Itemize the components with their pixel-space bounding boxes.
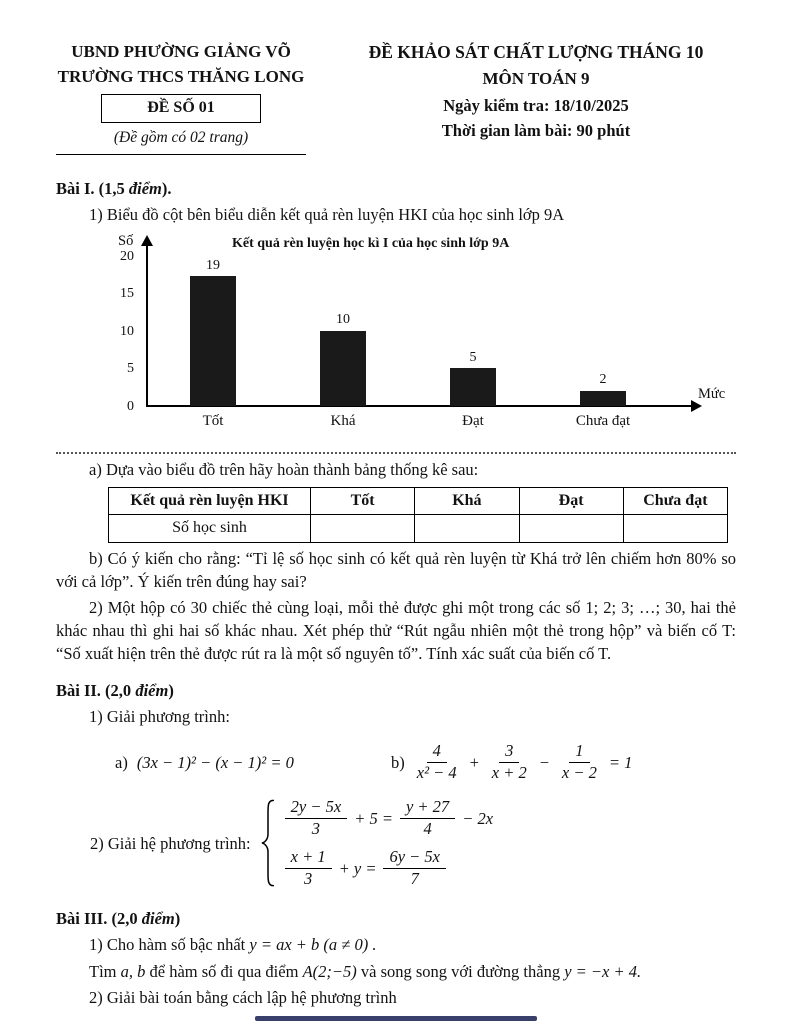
section1-item1: 1) Biểu đồ cột bên biểu diễn kết quả rèn luyện HKI của học sinh lớp 9A xyxy=(89,204,565,224)
school-name: TRƯỜNG THCS THĂNG LONG xyxy=(57,66,305,86)
section1-title-text: Bài I. (1,5 xyxy=(56,178,129,198)
section1-title-em: điểm xyxy=(128,178,162,198)
bar-category-label: Đạt xyxy=(462,412,484,429)
bar-category-label: Khá xyxy=(330,412,356,429)
fraction-2-denominator: x + 2 xyxy=(491,763,527,783)
fraction-1-denominator: x² − 4 xyxy=(416,763,457,783)
section3-item2: 2) Giải bài toán bằng cách lập hệ phương trình xyxy=(89,987,397,1007)
system-label: 2) Giải hệ phương trình: xyxy=(90,833,251,853)
section3-item1 xyxy=(56,933,736,956)
stats-header-cell: Tốt xyxy=(311,487,415,514)
exam-code-box xyxy=(101,94,261,123)
bar-column xyxy=(446,256,500,429)
section2-item1: 1) Giải phương trình: xyxy=(89,707,230,727)
section3-item1b xyxy=(56,960,736,983)
bar-category-label: Tốt xyxy=(202,412,224,429)
y-tick-label: 0 xyxy=(127,398,134,414)
section3-item1-math: y = ax + b (a ≠ 0) . xyxy=(249,935,377,955)
section1-item2: 2) Một hộp có 30 chiếc thẻ cùng loại, mỗi thẻ được ghi một trong các số 1; 2; 3; …; 30, hai thẻ khác nhau thì ghi hai số khác nhau. Xét phép thử “Rút ngẫu nhiên một thẻ trong hộp” và biến cố T: “Số xuất hiện trên thẻ được rút ra là một số nguyên tố”. Tính xác suất của biến cố T. xyxy=(56,597,736,664)
bar-chart xyxy=(84,234,746,440)
chart-wrapper xyxy=(56,234,736,454)
bar-value-label: 2 xyxy=(599,372,607,388)
sys2-fraction-2-denominator: 7 xyxy=(410,868,419,888)
header-right xyxy=(336,40,736,142)
bar xyxy=(190,276,236,405)
section2-title-em: điểm xyxy=(135,681,169,701)
equation-a-expression: (3x − 1)² − (x − 1)² = 0 xyxy=(136,753,294,773)
y-tick-label: 15 xyxy=(120,286,134,302)
stats-empty-cell xyxy=(519,515,623,542)
sys1-fraction-2-numerator: y + 27 xyxy=(400,798,455,819)
bar-value-label: 19 xyxy=(206,257,220,273)
x-axis-label: Mức xyxy=(698,385,726,402)
exam-duration: Thời gian làm bài: 90 phút xyxy=(441,121,631,141)
operator-minus: − xyxy=(538,753,550,773)
section1-title xyxy=(56,177,736,200)
y-axis-ticks xyxy=(100,248,142,414)
y-tick-label: 5 xyxy=(127,361,134,377)
system-equation-1 xyxy=(285,798,493,839)
section3-title xyxy=(56,907,736,930)
section3-title-text: Bài III. (2,0 xyxy=(56,909,142,929)
bar-category-label: Chưa đạt xyxy=(575,412,631,429)
section3-title-post: ) xyxy=(174,909,181,929)
stats-row-label: Số học sinh xyxy=(109,515,311,542)
section3-item1b-vars: a, b xyxy=(120,961,146,981)
stats-table-data-row xyxy=(109,515,728,542)
section1-title-post: ). xyxy=(161,178,172,198)
equation-b-label: b) xyxy=(391,753,405,773)
bar-value-label: 10 xyxy=(336,312,350,328)
sys2-middle: + y = xyxy=(338,858,377,878)
sys2-fraction-1-numerator: x + 1 xyxy=(285,848,332,869)
fraction-1-numerator: 4 xyxy=(427,742,447,763)
equations-row xyxy=(56,742,736,783)
fraction-2-numerator: 3 xyxy=(499,742,519,763)
equation-b-rhs: = 1 xyxy=(608,753,633,773)
section3-item1b-text1: Tìm xyxy=(89,961,121,981)
section2-title-post: ) xyxy=(168,681,174,701)
plot-area xyxy=(148,256,668,429)
section3-item1b-line-equation: y = −x + 4. xyxy=(564,961,642,981)
fraction-3-denominator: x − 2 xyxy=(561,763,597,783)
sys2-fraction-1 xyxy=(285,848,332,889)
fraction-3-numerator: 1 xyxy=(569,742,589,763)
bar xyxy=(450,368,496,406)
stats-empty-cell xyxy=(311,515,415,542)
chart-title: Kết quả rèn luyện học kì I của học sinh lớp 9A xyxy=(232,235,510,251)
bar-column xyxy=(316,256,370,429)
section2-title-text: Bài II. (2,0 xyxy=(56,681,136,701)
section2-title xyxy=(56,679,736,702)
y-axis-arrow xyxy=(141,235,153,246)
section3-title-em: điểm xyxy=(141,909,175,929)
bar-value-label: 5 xyxy=(469,349,477,365)
org-name: UBND PHƯỜNG GIẢNG VÕ xyxy=(71,42,291,61)
sys1-fraction-1-denominator: 3 xyxy=(311,818,321,838)
stats-empty-cell xyxy=(623,515,727,542)
sys2-fraction-1-denominator: 3 xyxy=(304,868,313,888)
sys1-fraction-1 xyxy=(285,798,348,839)
system-block xyxy=(56,793,736,893)
bar-column xyxy=(186,256,240,429)
stats-header-cell: Khá xyxy=(415,487,519,514)
operator-plus: + xyxy=(468,753,480,773)
exam-code: ĐỀ SỐ 01 xyxy=(147,98,215,116)
sys2-fraction-2 xyxy=(383,848,446,889)
y-tick-label: 10 xyxy=(120,323,134,339)
section1-item-a: a) Dựa vào biểu đồ trên hãy hoàn thành bảng thống kê sau: xyxy=(89,459,479,479)
stats-table xyxy=(108,487,728,543)
equation-a-label: a) xyxy=(115,753,128,773)
exam-header xyxy=(56,40,736,155)
bar xyxy=(320,331,366,406)
stats-empty-cell xyxy=(415,515,519,542)
sys2-fraction-2-numerator: 6y − 5x xyxy=(383,848,446,869)
section1-item-b: b) Có ý kiến cho rằng: “Tỉ lệ số học sinh có kết quả rèn luyện từ Khá trở lên chiếm hơn 80% so với cả lớp”. Ý kiến trên đúng hay sai? xyxy=(56,548,736,591)
section3-item1b-text3: và song song với đường thẳng xyxy=(356,961,565,981)
system-equations xyxy=(285,798,493,889)
exam-title: ĐỀ KHẢO SÁT CHẤT LƯỢNG THÁNG 10 xyxy=(368,42,704,62)
bar-column xyxy=(575,256,631,429)
sys1-tail: − 2x xyxy=(462,808,494,828)
header-left xyxy=(56,40,306,155)
system-equation-2 xyxy=(285,848,493,889)
section3-item1-text: 1) Cho hàm số bậc nhất xyxy=(89,935,250,955)
y-tick-label: 20 xyxy=(120,248,134,264)
sys1-fraction-1-numerator: 2y − 5x xyxy=(285,798,348,819)
subject-title: MÔN TOÁN 9 xyxy=(482,68,590,88)
sys1-fraction-2 xyxy=(400,798,455,839)
bar xyxy=(580,391,626,406)
fraction-1 xyxy=(411,742,463,783)
equation-a xyxy=(115,751,391,774)
exam-date: Ngày kiểm tra: 18/10/2025 xyxy=(443,96,629,116)
curly-brace-icon xyxy=(260,793,276,893)
sys1-fraction-2-denominator: 4 xyxy=(423,818,432,838)
stats-header-cell: Chưa đạt xyxy=(623,487,727,514)
equation-b xyxy=(391,742,632,783)
y-axis-label: Số xyxy=(118,232,134,249)
section3-item1b-point: A(2;−5) xyxy=(302,961,357,981)
scan-artifact-line xyxy=(255,1016,537,1021)
pages-note: (Đề gồm có 02 trang) xyxy=(56,127,306,155)
section3-item1b-text2: để hàm số đi qua điểm xyxy=(145,961,303,981)
stats-table-header-row xyxy=(109,487,728,514)
fraction-3 xyxy=(556,742,603,783)
stats-header-cell: Kết quả rèn luyện HKI xyxy=(109,487,311,514)
sys1-middle: + 5 = xyxy=(354,808,393,828)
stats-header-cell: Đạt xyxy=(519,487,623,514)
fraction-2 xyxy=(486,742,533,783)
